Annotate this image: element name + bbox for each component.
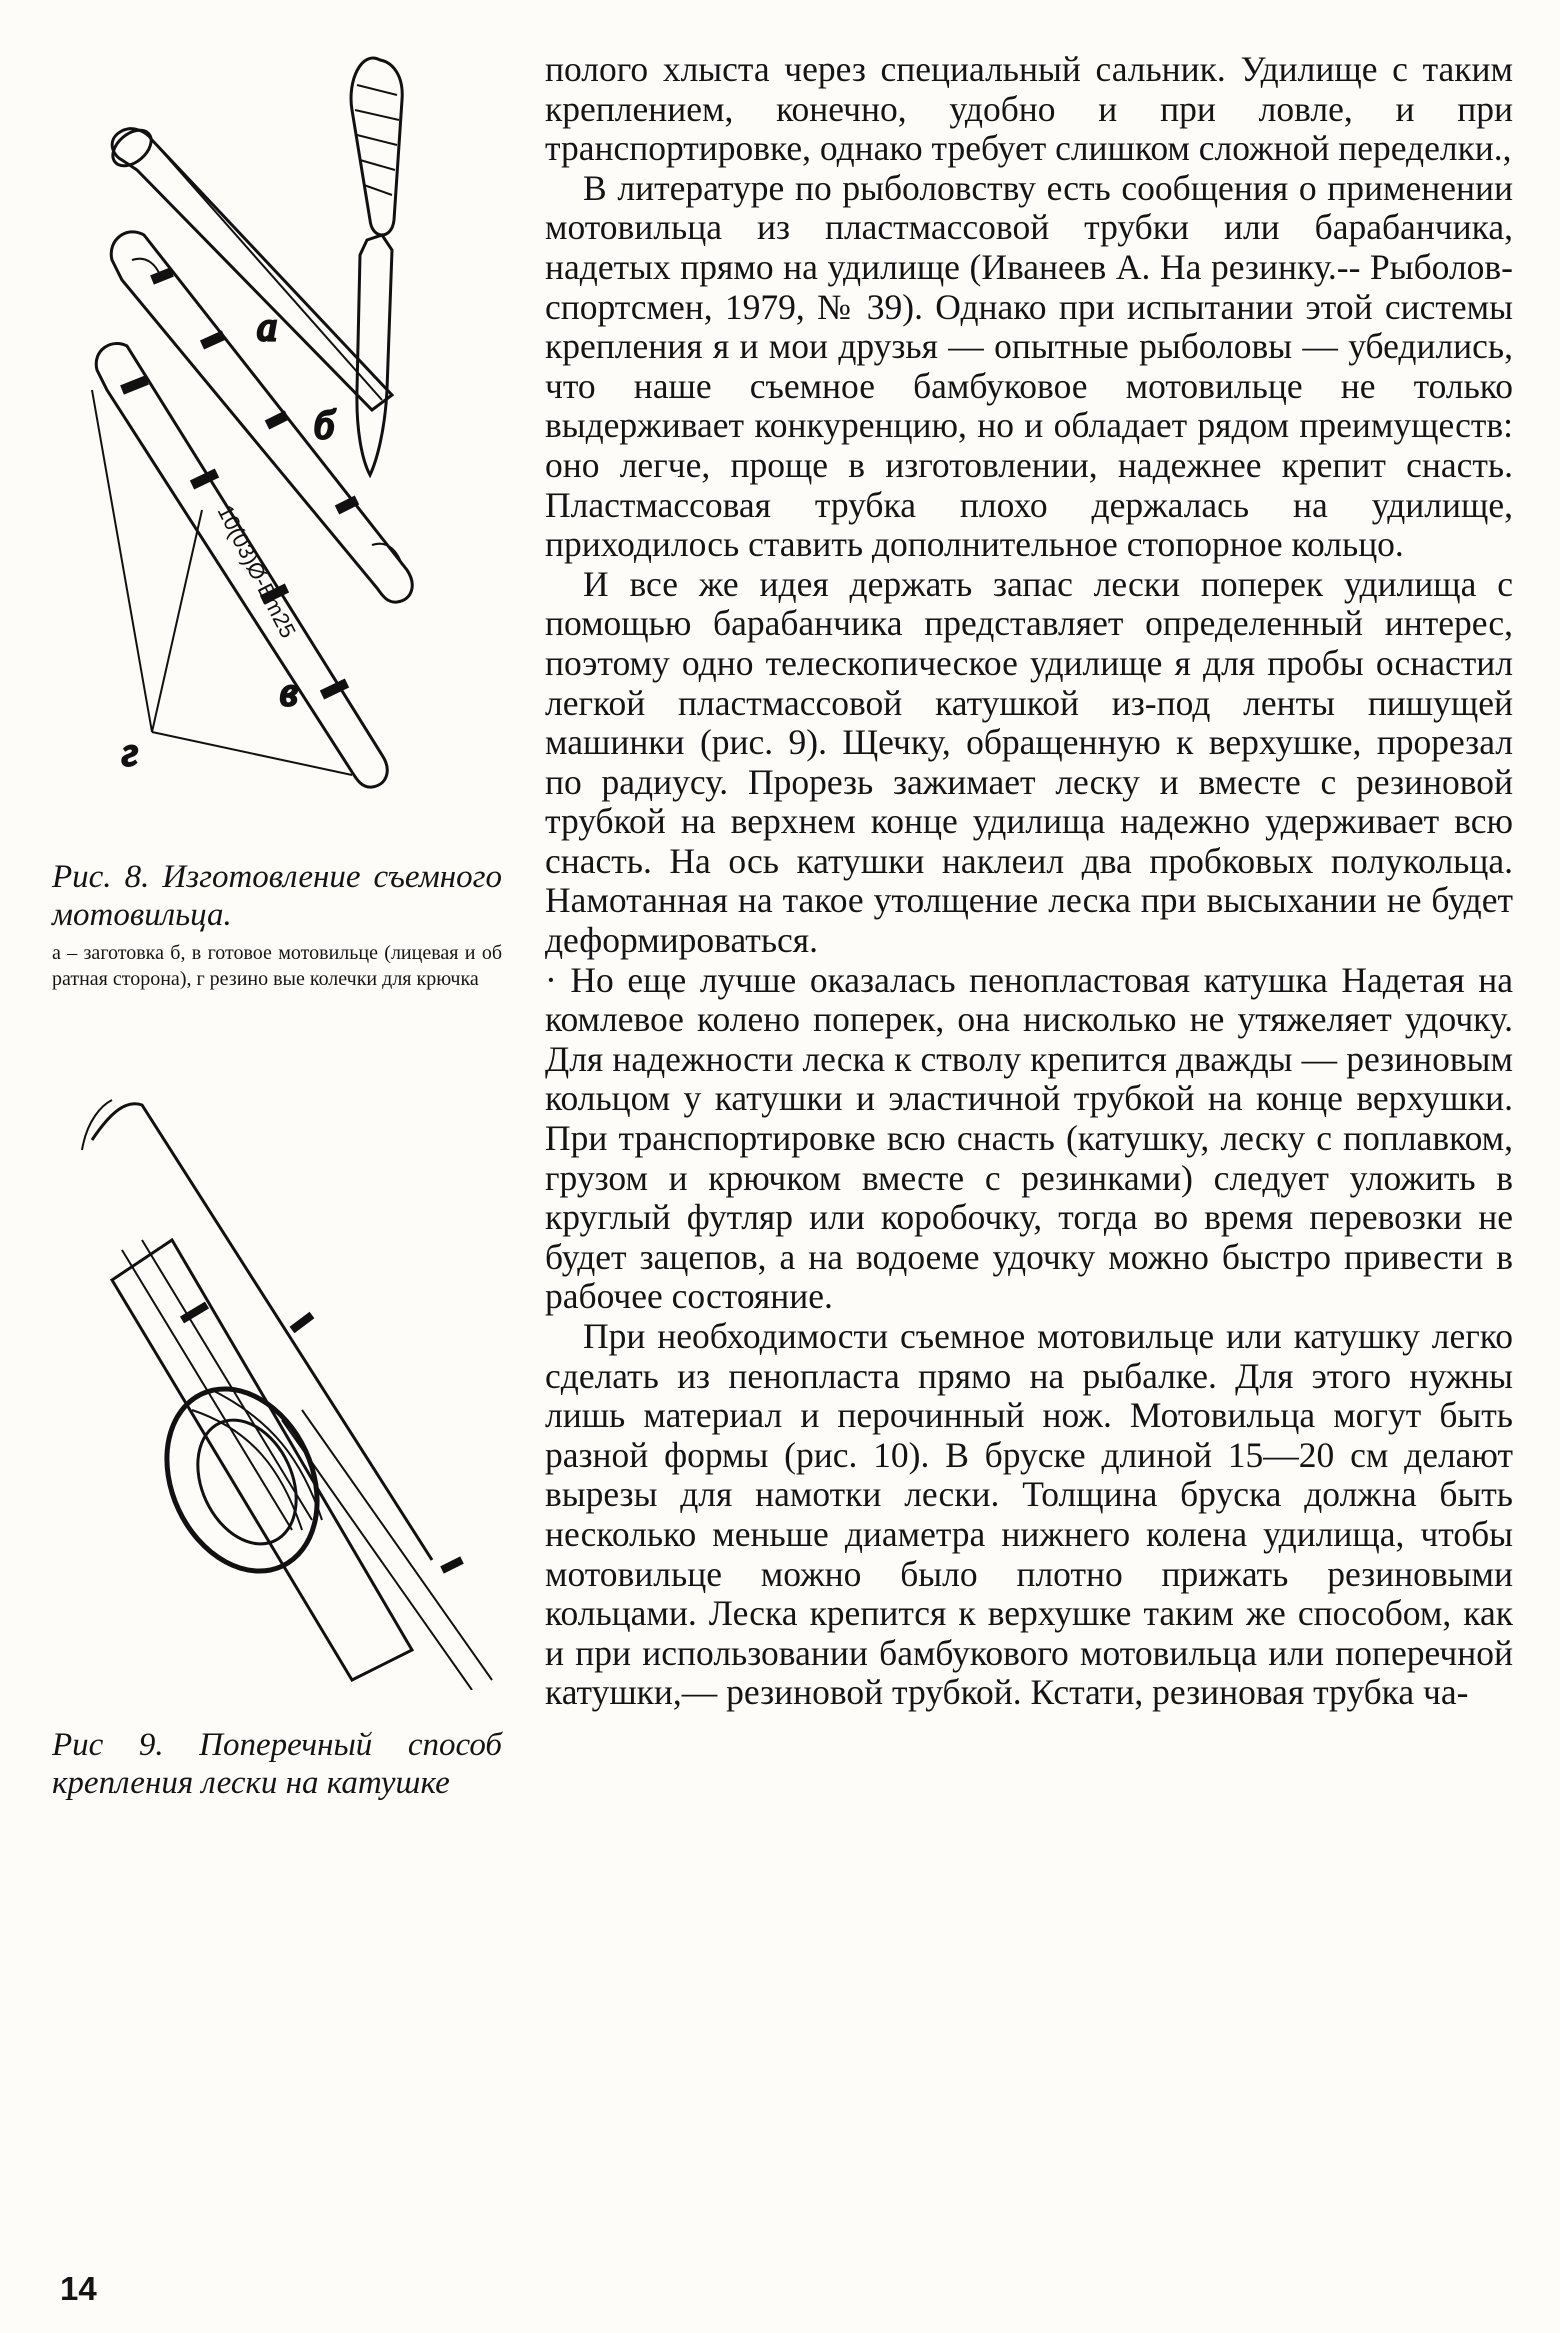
label-v: в <box>280 669 298 714</box>
page-number: 14 <box>60 2270 97 2307</box>
label-g: г <box>122 729 138 774</box>
blank-tube <box>112 129 392 410</box>
left-column <box>52 40 502 1802</box>
figure-8-illustration <box>52 40 502 820</box>
figure-9-caption-title: Рис 9. Поперечный способ крепления лески на катушке <box>52 1727 502 1801</box>
spool-b <box>111 232 412 602</box>
reel <box>138 1364 345 1595</box>
figure-8-caption-title: Рис. 8. Изготовление съемного мотовильца. <box>52 859 502 933</box>
knife-blade <box>357 235 392 475</box>
label-a: а <box>257 304 277 349</box>
label-b: б <box>314 402 335 447</box>
figure-9-illustration <box>52 1090 502 1690</box>
figure-8-caption-legend: а – заготовка б, в готовое мотовильце (лицевая и об ратная сторона), г резино вые колечки для крючка <box>52 942 502 990</box>
paragraph-3: И все же идея держать запас лески поперек удилища с помощью барабанчика представляет определенный интерес, поэтому одно телескопическое удилище я для пробы оснастил легкой пластмассовой катушкой из-под ленты пишущей машинки (рис. 9). Щечку, обращенную к верхушке, прорезал по радиусу. Прорезь зажимает леску и вместе с резиновой трубкой на верхнем конце удилища надежно удерживает всю снасть. На ось катушки наклеил два пробковых полукольца. Намотанная на такое утолщение леска при высыхании не будет деформироваться. <box>545 563 1513 961</box>
body-text <box>545 50 1513 1713</box>
spool-marking: 10(03)Ø-Bm25 <box>212 500 301 642</box>
paragraph-1: полого хлыста через специальный сальник. Удилище с таким креплением, конечно, удобно и при ловле, и при транспортировке, однако требует слишком сложной переделки., <box>545 49 1513 169</box>
paragraph-5: При необходимости съемное мотовильце или катушку легко сделать из пенопласта прямо на рыбалке. Для этого нужны лишь материал и перочинный нож. Мотовильца могут быть разной формы (рис. 10). В бруске длиной 15—20 см делают вырезы для намотки лески. Толщина бруска должна быть несколько меньше диаметра нижнего колена удилища, чтобы мотовильце можно было плотно прижать резиновыми кольцами. Леска крепится к верхушке таким же способом, как и при использовании бамбукового мотовильца или поперечной катушки,— резиновой трубкой. Кстати, резиновая трубка ча- <box>545 1316 1513 1713</box>
paragraph-2: В литературе по рыболовству есть сообщения о применении мотовильца из пластмассовой трубки или барабанчика, надетых прямо на удилище (Иванеев А. На резинку.-- Рыболов-спортсмен, 1979, № 39). Однако при испытании этой системы крепления я и мои друзья — опытные рыболовы — убедились, что наше съемное бамбуковое мотовильце не только выдерживает конкуренцию, но и обладает рядом преимуществ: оно легче, проще в изготовлении, надежнее крепит снасть. Пластмассовая трубка плохо держалась на удилище, приходилось ставить дополнительное стопорное кольцо. <box>545 167 1513 565</box>
paragraph-4: · Но еще лучше оказалась пенопластовая катушка Надетая на комлевое колено поперек, она нисколько не утяжеляет удочку. Для надежности леска к стволу крепится дважды — резиновым кольцом у катушки и эластичной трубкой на конце верхушки. При транспортировке всю снасть (катушку, леску с поплавком, грузом и крючком вместе с резинками) следует уложить в круглый футляр или коробочку, тогда во время перевозки не будет зацепов, а на водоеме удочку можно быстро привести в рабочее состояние. <box>545 959 1513 1317</box>
